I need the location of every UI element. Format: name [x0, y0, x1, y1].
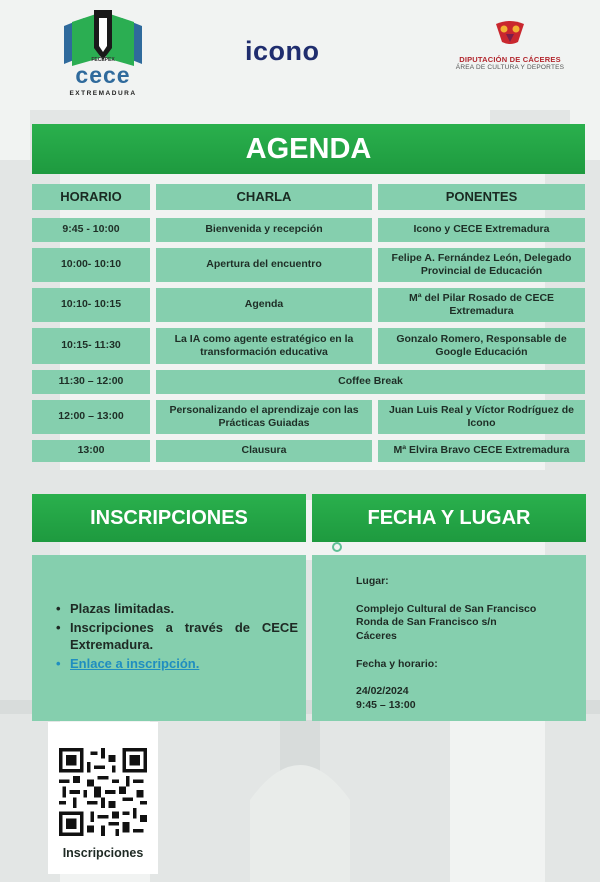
cece-logo-sub: EXTREMADURA [69, 90, 137, 97]
row-talk: La IA como agente estratégico en la transformación educativa [156, 328, 372, 364]
qr-code-icon[interactable] [59, 748, 147, 836]
lugar-line: Cáceres [356, 629, 397, 642]
fecha-lugar-title: FECHA Y LUGAR [312, 494, 586, 542]
row-time: 13:00 [32, 440, 150, 462]
row-talk-coffee-break: Coffee Break [156, 370, 585, 394]
registration-link[interactable]: Enlace a inscripción. [70, 655, 200, 671]
cece-logo-small: FECEPEX [91, 57, 115, 63]
diputacion-logo [450, 20, 570, 71]
list-item: • Inscripciones a través de CECE Extremadura. [54, 620, 298, 654]
qr-card [48, 722, 158, 874]
row-speaker: Felipe A. Fernández León, Delegado Provincial de Educación [378, 248, 585, 282]
qr-label: Inscripciones [62, 846, 144, 860]
fecha-label: Fecha y horario: [356, 657, 438, 670]
inscripciones-title: INSCRIPCIONES [32, 494, 306, 542]
diputacion-emblem-icon [492, 20, 528, 46]
row-time: 12:00 – 13:00 [32, 400, 150, 434]
list-item-link [54, 656, 298, 673]
inscripciones-list [54, 601, 298, 673]
diputacion-line2: ÁREA DE CULTURA Y DEPORTES [455, 64, 565, 71]
diputacion-line1: DIPUTACIÓN DE CÁCERES [459, 55, 561, 64]
row-time: 10:10- 10:15 [32, 288, 150, 322]
event-time: 9:45 – 13:00 [356, 698, 416, 711]
event-date: 24/02/2024 [356, 685, 409, 698]
lugar-line: Complejo Cultural de San Francisco [356, 602, 537, 615]
icono-logo: icono [245, 36, 320, 66]
row-talk: Personalizando el aprendizaje con las Prácticas Guiadas [156, 400, 372, 434]
row-time: 10:15- 11:30 [32, 328, 150, 364]
cece-logo-main: cece [75, 62, 131, 88]
row-talk: Bienvenida y recepción [156, 218, 372, 242]
list-item: • Plazas limitadas. [54, 601, 298, 618]
row-time: 10:00- 10:10 [32, 248, 150, 282]
row-time: 9:45 - 10:00 [32, 218, 150, 242]
row-speaker: Mª Elvira Bravo CECE Extremadura [378, 440, 585, 462]
lugar-label: Lugar: [356, 575, 389, 587]
agenda-title: AGENDA [32, 124, 585, 174]
header-charla: CHARLA [156, 184, 372, 210]
header-horario: HORARIO [32, 184, 150, 210]
cece-logo [58, 8, 148, 100]
row-talk: Apertura del encuentro [156, 248, 372, 282]
fecha-lugar-panel [312, 555, 586, 721]
row-speaker: Mª del Pilar Rosado de CECE Extremadura [378, 288, 585, 322]
inscripciones-panel [32, 555, 306, 721]
lugar-line: Ronda de San Francisco s/n [356, 616, 497, 629]
row-speaker: Juan Luis Real y Víctor Rodríguez de Icono [378, 400, 585, 434]
row-talk: Clausura [156, 440, 372, 462]
row-speaker: Icono y CECE Extremadura [378, 218, 585, 242]
row-time: 11:30 – 12:00 [32, 370, 150, 394]
row-speaker: Gonzalo Romero, Responsable de Google Educación [378, 328, 585, 364]
header-ponentes: PONENTES [378, 184, 585, 210]
pin-dot-icon [331, 541, 343, 553]
row-talk: Agenda [156, 288, 372, 322]
